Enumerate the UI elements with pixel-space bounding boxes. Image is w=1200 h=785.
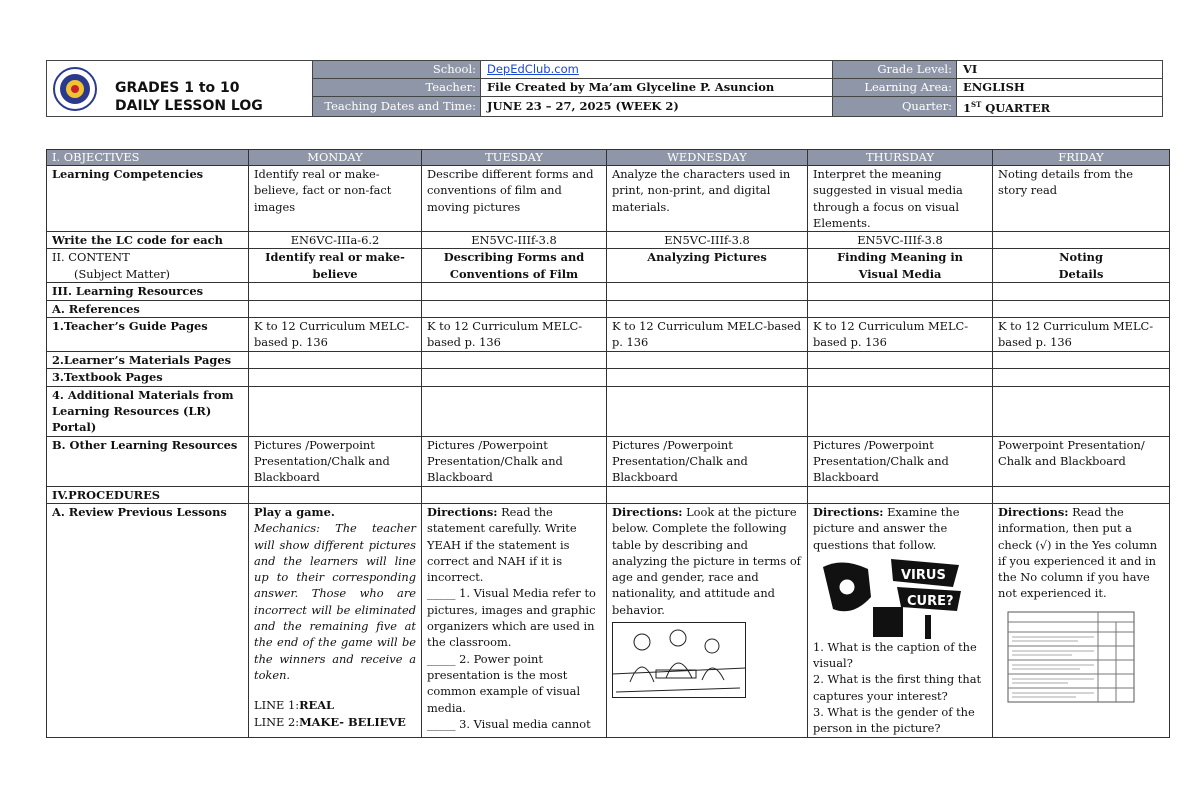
review-row [47,503,1170,737]
row-label: B. Other Learning Resources [47,436,249,486]
other-resource-cell: Pictures /Powerpoint Presentation/Chalk and Blackboard [607,436,808,486]
content-cell: Identify real or make- believe [249,249,422,283]
tg-cell: K to 12 Curriculum MELC-based p. 136 [249,318,422,352]
lc-code-cell: EN6VC-IIIa-6.2 [249,232,422,249]
grade-label: Grade Level: [833,61,957,79]
row-label: 4. Additional Materials from Learning Resources (LR) Portal) [47,386,249,436]
lc-code-cell: EN5VC-IIIf-3.8 [607,232,808,249]
line-2: LINE 2:MAKE- BELIEVE [254,714,406,729]
teacher-label: Teacher: [313,79,481,97]
checklist-table-image [998,606,1138,706]
statement-item: _____ 3. Visual media cannot [427,716,591,731]
family-picture-image [612,622,746,698]
content-cell: Noting Details [993,249,1170,283]
tg-cell: K to 12 Curriculum MELC-based p. 136 [993,318,1170,352]
school-link[interactable]: DepEdClub.com [487,62,579,76]
references-row [47,300,1170,317]
tuesday-header: TUESDAY [422,150,607,166]
brand-cell [47,61,313,117]
additional-materials-row [47,386,1170,436]
monday-header: MONDAY [249,150,422,166]
line-1: LINE 1:REAL [254,698,335,713]
content-row [47,249,1170,283]
lc-code-cell [993,232,1170,249]
lc-code-cell: EN5VC-IIIf-3.8 [808,232,993,249]
tuesday-review-cell: Directions: Read the statement carefully. Write YEAH if the statement is correct and NAH if it is incorrect. _____ 1. Visual Media refer to pictures, images and graphic organizers which are used in the classroom. _____ 2. Power point presentation is the most common example of visual media. _____ 3. Visual media cannot [422,503,607,737]
svg-text:VIRUS: VIRUS [901,567,946,583]
quarter-value: 1ST QUARTER [957,97,1163,117]
content-cell: Finding Meaning in Visual Media [808,249,993,283]
teachers-guide-row [47,318,1170,352]
competency-cell: Identify real or make-believe, fact or non-fact images [249,166,422,232]
teacher-value: File Created by Ma’am Glyceline P. Asuncion [481,79,833,97]
competency-cell: Noting details from the story read [993,166,1170,232]
other-resource-cell: Pictures /Powerpoint Presentation/Chalk and Blackboard [808,436,993,486]
row-label: 1.Teacher’s Guide Pages [47,318,249,352]
statement-item: _____ 2. Power point presentation is the most common example of visual media. [427,651,581,715]
row-label: 3.Textbook Pages [47,369,249,386]
row-label: A. Review Previous Lessons [47,503,249,737]
row-label: II. CONTENT (Subject Matter) [47,249,249,283]
friday-review-cell: Directions: Read the information, then put a check (√) in the Yes column if you experienced it and in the No column if you have not experienced it. [993,503,1170,737]
content-cell: Describing Forms and Conventions of Film [422,249,607,283]
other-resource-cell: Pictures /Powerpoint Presentation/Chalk and Blackboard [422,436,607,486]
area-value: ENGLISH [957,79,1163,97]
competency-cell: Interpret the meaning suggested in visual media through a focus on visual Elements. [808,166,993,232]
lc-code-cell: EN5VC-IIIf-3.8 [422,232,607,249]
textbook-row [47,369,1170,386]
tg-cell: K to 12 Curriculum MELC-based p. 136 [422,318,607,352]
virus-cure-poster-image [813,557,963,639]
statement-item: _____ 1. Visual Media refer to pictures, images and graphic organizers which are used in the classroom. [427,586,596,650]
column-header-row [47,150,1170,166]
objectives-header: I. OBJECTIVES [47,150,249,166]
competency-cell: Describe different forms and conventions of film and moving pictures [422,166,607,232]
thursday-header: THURSDAY [808,150,993,166]
wednesday-header: WEDNESDAY [607,150,808,166]
dates-label: Teaching Dates and Time: [313,97,481,117]
game-title: Play a game. [254,504,335,519]
content-cell: Analyzing Pictures [607,249,808,283]
row-label: A. References [47,300,249,317]
mechanics-text: Mechanics: The teacher will show different pictures and the learners will line up to their corresponding answer. Those who are incorrect will be eliminated and the remaining five at the end of the game will be the winners and receive a token. [254,521,416,682]
thursday-review-cell: Directions: Examine the picture and answer the questions that follow. VIRUS CURE? 1. What is the caption of the visual? 2. What is the first thing that captures your interest? 3. What is the gender of the person in the picture? [808,503,993,737]
header-table [46,60,1163,117]
school-label: School: [313,61,481,79]
other-resource-cell: Pictures /Powerpoint Presentation/Chalk and Blackboard [249,436,422,486]
area-label: Learning Area: [833,79,957,97]
svg-text:CURE?: CURE? [907,593,954,609]
lc-code-row [47,232,1170,249]
friday-header: FRIDAY [993,150,1170,166]
question-item: 1. What is the caption of the visual? [813,639,977,671]
document-title: GRADES 1 to 10 DAILY LESSON LOG [115,80,263,114]
tg-cell: K to 12 Curriculum MELC-based p. 136 [808,318,993,352]
competencies-row [47,166,1170,232]
lesson-log-table [46,149,1170,738]
grade-value: VI [957,61,1163,79]
deped-seal-icon [53,67,97,111]
resources-row [47,283,1170,300]
row-label: Write the LC code for each [47,232,249,249]
learners-materials-row [47,352,1170,369]
other-resources-row [47,436,1170,486]
other-resource-cell: Powerpoint Presentation/ Chalk and Blackboard [993,436,1170,486]
tg-cell: K to 12 Curriculum MELC-based p. 136 [607,318,808,352]
row-label: 2.Learner’s Materials Pages [47,352,249,369]
row-label: Learning Competencies [47,166,249,232]
monday-review-cell [249,503,422,737]
competency-cell: Analyze the characters used in print, non-print, and digital materials. [607,166,808,232]
quarter-label: Quarter: [833,97,957,117]
question-item: 3. What is the gender of the person in the picture? [813,705,975,736]
dates-value: JUNE 23 – 27, 2025 (WEEK 2) [481,97,833,117]
row-label: III. Learning Resources [47,283,249,300]
wednesday-review-cell: Directions: Look at the picture below. Complete the following table by describing and analyzing the picture in terms of age and gender, race and nationality, and attitude and behavior. [607,503,808,737]
procedures-row [47,486,1170,503]
row-label: IV.PROCEDURES [47,486,249,503]
question-item: 2. What is the first thing that captures your interest? [813,672,982,703]
